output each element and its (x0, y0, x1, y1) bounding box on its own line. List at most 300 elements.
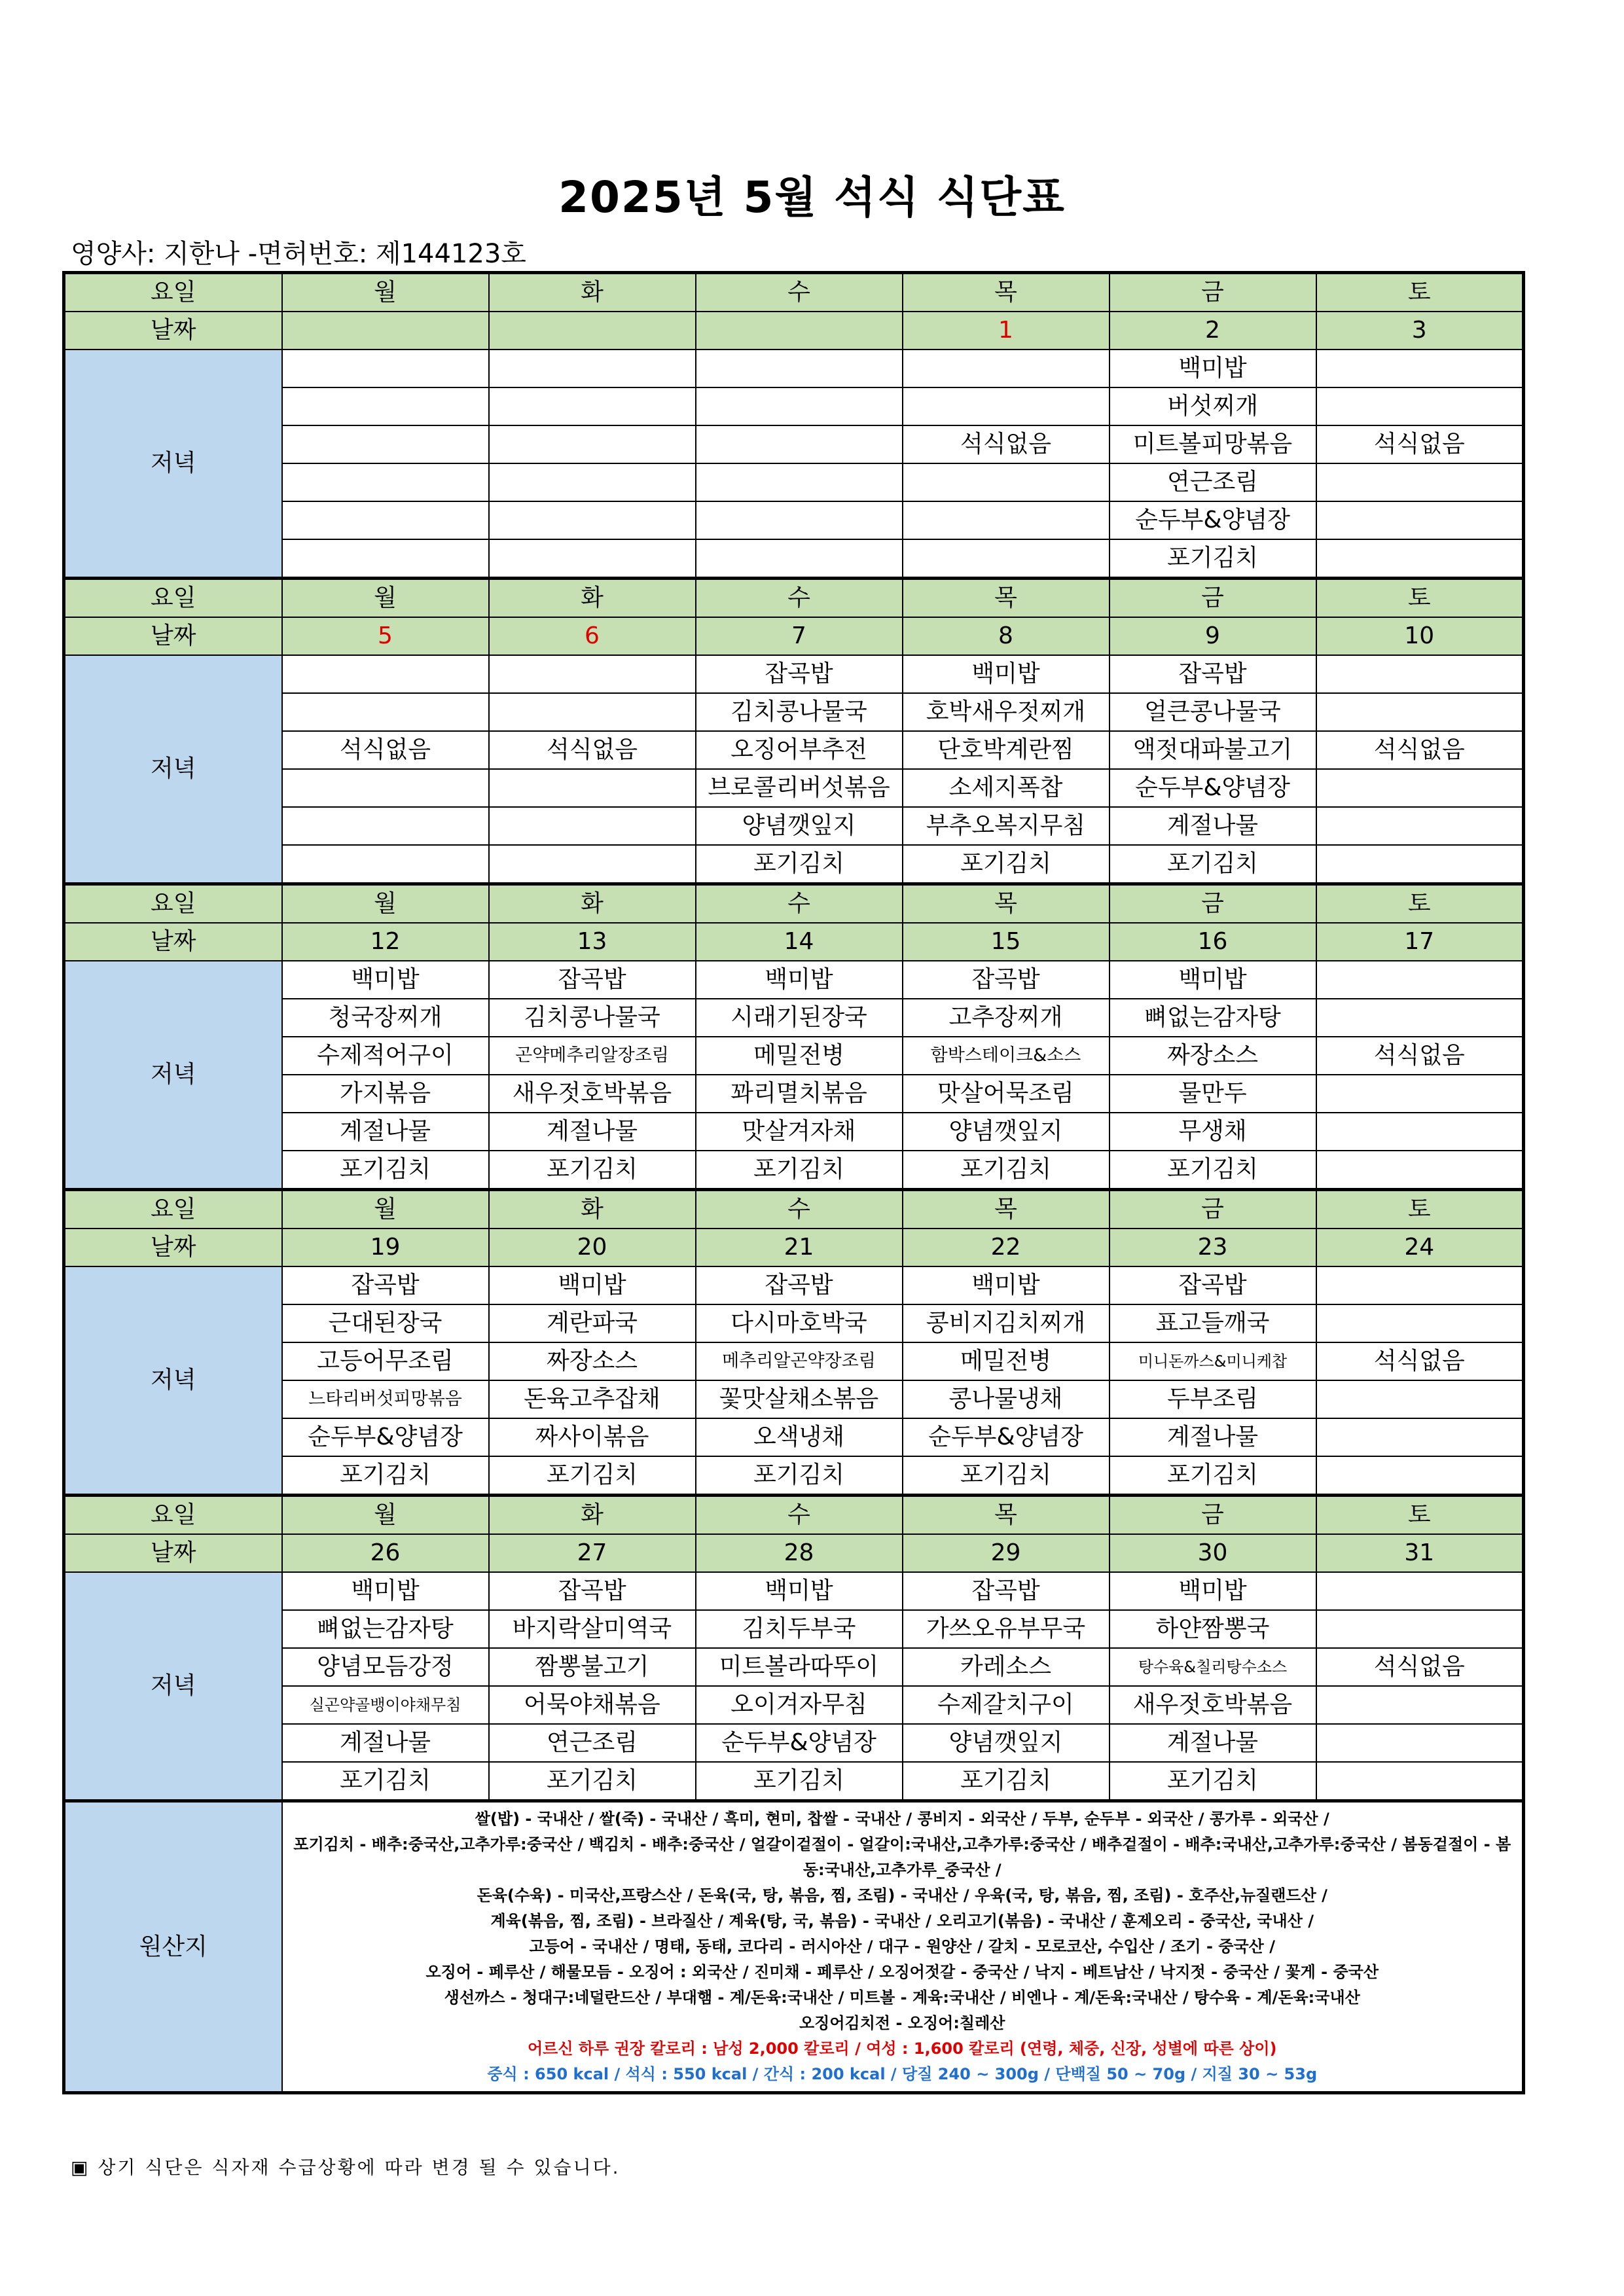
menu-item-cell: 김치두부국 (696, 1610, 903, 1648)
meal-row (64, 1418, 1524, 1456)
day-label: 요일 (64, 1496, 282, 1535)
day-label: 요일 (64, 273, 282, 312)
menu-item-cell (1316, 999, 1524, 1037)
menu-item-cell (1316, 1380, 1524, 1418)
date-cell: 20 (489, 1229, 696, 1266)
menu-item-cell (1316, 693, 1524, 731)
date-label: 날짜 (64, 1534, 282, 1572)
menu-item-cell: 잡곡밥 (696, 1266, 903, 1304)
menu-item-cell: 계절나물 (1110, 807, 1316, 845)
menu-item-cell: 석식없음 (282, 731, 489, 769)
weekday-header-row (64, 1190, 1524, 1229)
menu-item-cell (1316, 655, 1524, 693)
meal-row (64, 1304, 1524, 1342)
meal-row (64, 1380, 1524, 1418)
menu-item-cell: 다시마호박국 (696, 1304, 903, 1342)
meal-row (64, 463, 1524, 501)
meal-row (64, 1151, 1524, 1190)
menu-item-cell (1316, 1456, 1524, 1496)
menu-item-cell: 잡곡밥 (282, 1266, 489, 1304)
menu-item-cell: 수제적어구이 (282, 1037, 489, 1075)
menu-item-cell: 포기김치 (282, 1151, 489, 1190)
menu-item-cell (1316, 350, 1524, 387)
menu-item-cell: 곤약메추리알장조림 (489, 1037, 696, 1075)
menu-item-cell: 뼈없는감자탕 (282, 1610, 489, 1648)
weekday-header-row (64, 1496, 1524, 1535)
meal-row (64, 1342, 1524, 1380)
menu-item-cell (489, 501, 696, 539)
menu-item-cell: 카레소스 (903, 1648, 1110, 1686)
meal-row (64, 1075, 1524, 1113)
menu-item-cell: 탕수육&칠리탕수소스 (1110, 1648, 1316, 1686)
date-cell: 31 (1316, 1534, 1524, 1572)
menu-item-cell (1316, 1113, 1524, 1151)
weekday-cell: 화 (489, 273, 696, 312)
menu-item-cell: 메밀전병 (696, 1037, 903, 1075)
dinner-label: 저녁 (64, 350, 282, 579)
menu-item-cell: 포기김치 (903, 1762, 1110, 1801)
menu-item-cell: 근대된장국 (282, 1304, 489, 1342)
menu-item-cell: 맛살어묵조림 (903, 1075, 1110, 1113)
weekday-cell: 토 (1316, 1496, 1524, 1535)
menu-item-cell (903, 350, 1110, 387)
menu-item-cell: 단호박계란찜 (903, 731, 1110, 769)
menu-item-cell: 잡곡밥 (489, 961, 696, 999)
meal-row (64, 1686, 1524, 1724)
meal-row (64, 387, 1524, 425)
menu-item-cell (282, 539, 489, 579)
origin-line: 오징어 - 페루산 / 해물모듬 - 오징어 : 외국산 / 진미채 - 페루산 / 오징어젓갈 - 중국산 / 낙지 - 베트남산 / 낙지젓 - 중국산 / 꽃게 - 중국산 (425, 1963, 1379, 1981)
menu-item-cell: 새우젓호박볶음 (1110, 1686, 1316, 1724)
meal-row (64, 961, 1524, 999)
origin-label: 원산지 (64, 1801, 282, 2093)
weekday-header-row (64, 884, 1524, 924)
meal-row (64, 1762, 1524, 1801)
date-cell (696, 312, 903, 350)
meal-row (64, 501, 1524, 539)
menu-item-cell (1316, 1304, 1524, 1342)
weekday-cell: 금 (1110, 884, 1316, 924)
menu-item-cell: 양념깻잎지 (903, 1724, 1110, 1762)
date-cell: 12 (282, 923, 489, 961)
menu-item-cell: 포기김치 (489, 1762, 696, 1801)
menu-item-cell: 백미밥 (903, 1266, 1110, 1304)
menu-item-cell: 액젓대파불고기 (1110, 731, 1316, 769)
menu-item-cell (1316, 1151, 1524, 1190)
dinner-label: 저녁 (64, 961, 282, 1190)
weekday-cell: 월 (282, 884, 489, 924)
menu-item-cell (1316, 1724, 1524, 1762)
menu-item-cell: 가쓰오유부무국 (903, 1610, 1110, 1648)
date-row (64, 617, 1524, 655)
date-cell: 26 (282, 1534, 489, 1572)
weekday-cell: 토 (1316, 1190, 1524, 1229)
menu-item-cell (696, 463, 903, 501)
menu-item-cell (1316, 1266, 1524, 1304)
day-label: 요일 (64, 884, 282, 924)
menu-item-cell: 포기김치 (489, 1456, 696, 1496)
menu-item-cell: 포기김치 (903, 1456, 1110, 1496)
menu-item-cell: 콩비지김치찌개 (903, 1304, 1110, 1342)
weekday-cell: 화 (489, 884, 696, 924)
weekday-cell: 금 (1110, 1496, 1316, 1535)
date-cell: 9 (1110, 617, 1316, 655)
weekday-cell: 토 (1316, 579, 1524, 618)
menu-item-cell (489, 387, 696, 425)
menu-item-cell: 뼈없는감자탕 (1110, 999, 1316, 1037)
date-cell: 30 (1110, 1534, 1316, 1572)
menu-item-cell (696, 539, 903, 579)
menu-item-cell (489, 807, 696, 845)
menu-item-cell (489, 769, 696, 807)
menu-item-cell: 무생채 (1110, 1113, 1316, 1151)
menu-item-cell: 석식없음 (1316, 1037, 1524, 1075)
menu-item-cell: 소세지폭찹 (903, 769, 1110, 807)
menu-item-cell: 백미밥 (282, 1572, 489, 1610)
menu-item-cell (696, 387, 903, 425)
menu-item-cell: 포기김치 (696, 845, 903, 884)
menu-item-cell: 수제갈치구이 (903, 1686, 1110, 1724)
menu-item-cell (489, 463, 696, 501)
meal-row (64, 807, 1524, 845)
meal-row (64, 769, 1524, 807)
menu-item-cell: 짬뽕불고기 (489, 1648, 696, 1686)
menu-item-cell (1316, 769, 1524, 807)
meal-schedule-table (62, 271, 1525, 2094)
origin-info-cell (282, 1801, 1524, 2093)
date-cell (489, 312, 696, 350)
menu-item-cell: 시래기된장국 (696, 999, 903, 1037)
origin-line: 계육(볶음, 찜, 조림) - 브라질산 / 계육(탕, 국, 볶음) - 국내산 / 오리고기(볶음) - 국내산 / 훈제오리 - 중국산, 국내산 / (490, 1912, 1314, 1930)
menu-item-cell: 부추오복지무침 (903, 807, 1110, 845)
origin-line: 쌀(밥) - 국내산 / 쌀(죽) - 국내산 / 흑미, 현미, 찹쌀 - 국내산 / 콩비지 - 외국산 / 두부, 순두부 - 외국산 / 콩가루 - 외국산 / (475, 1810, 1329, 1828)
menu-item-cell (282, 769, 489, 807)
menu-item-cell (1316, 961, 1524, 999)
menu-item-cell: 석식없음 (489, 731, 696, 769)
menu-item-cell: 석식없음 (903, 425, 1110, 463)
date-cell: 27 (489, 1534, 696, 1572)
menu-item-cell: 짜장소스 (1110, 1037, 1316, 1075)
menu-item-cell: 콩나물냉채 (903, 1380, 1110, 1418)
menu-item-cell (282, 350, 489, 387)
date-cell: 21 (696, 1229, 903, 1266)
menu-item-cell: 포기김치 (696, 1762, 903, 1801)
menu-item-cell: 메추리알곤약장조림 (696, 1342, 903, 1380)
menu-item-cell: 호박새우젓찌개 (903, 693, 1110, 731)
date-cell: 13 (489, 923, 696, 961)
menu-item-cell: 석식없음 (1316, 1342, 1524, 1380)
menu-item-cell: 꽈리멸치볶음 (696, 1075, 903, 1113)
date-label: 날짜 (64, 312, 282, 350)
menu-item-cell (1316, 501, 1524, 539)
meal-row (64, 1724, 1524, 1762)
weekday-cell: 수 (696, 1190, 903, 1229)
meal-row (64, 845, 1524, 884)
meal-row (64, 731, 1524, 769)
origin-line: 포기김치 - 배추:중국산,고추가루:중국산 / 백김치 - 배추:중국산 / 얼갈이겉절이 - 얼갈이:국내산,고추가루:중국산 / 배추겉절이 - 배추:국내산,고추가루:중국산 / 봄동겉절이 - 봄동:국내산,고추가루_중국산 / (293, 1835, 1511, 1879)
weekday-cell: 월 (282, 273, 489, 312)
nutrition-note: 중식 : 650 kcal / 석식 : 550 kcal / 간식 : 200 kcal / 당질 240 ~ 300g / 단백질 50 ~ 70g / 지질 30 ~ 53g (487, 2065, 1318, 2083)
date-label: 날짜 (64, 923, 282, 961)
menu-item-cell: 양념모듬강정 (282, 1648, 489, 1686)
menu-item-cell: 포기김치 (696, 1151, 903, 1190)
weekday-cell: 목 (903, 884, 1110, 924)
weekday-cell: 화 (489, 579, 696, 618)
menu-item-cell: 계절나물 (282, 1113, 489, 1151)
weekday-cell: 목 (903, 1496, 1110, 1535)
date-cell: 28 (696, 1534, 903, 1572)
page-title: 2025년 5월 석식 식단표 (558, 172, 1066, 223)
menu-item-cell (282, 693, 489, 731)
menu-item-cell: 백미밥 (696, 961, 903, 999)
menu-item-cell: 잡곡밥 (489, 1572, 696, 1610)
weekday-cell: 목 (903, 1190, 1110, 1229)
meal-row (64, 1648, 1524, 1686)
dinner-label: 저녁 (64, 1266, 282, 1496)
menu-item-cell: 백미밥 (1110, 350, 1316, 387)
menu-item-cell (1316, 1762, 1524, 1801)
menu-item-cell (696, 501, 903, 539)
weekday-cell: 수 (696, 579, 903, 618)
menu-item-cell: 실곤약골뱅이야채무침 (282, 1686, 489, 1724)
weekday-cell: 목 (903, 273, 1110, 312)
meal-row (64, 425, 1524, 463)
origin-line: 생선까스 - 청대구:네덜란드산 / 부대햄 - 계/돈육:국내산 / 미트볼 - 계육:국내산 / 비엔나 - 계/돈육:국내산 / 탕수육 - 계/돈육:국내산 (444, 1988, 1360, 2007)
menu-item-cell: 계절나물 (1110, 1418, 1316, 1456)
weekday-cell: 수 (696, 1496, 903, 1535)
menu-item-cell: 백미밥 (282, 961, 489, 999)
menu-item-cell (903, 501, 1110, 539)
date-cell: 10 (1316, 617, 1524, 655)
meal-row (64, 999, 1524, 1037)
menu-item-cell: 석식없음 (1316, 1648, 1524, 1686)
menu-item-cell (489, 350, 696, 387)
weekday-cell: 월 (282, 579, 489, 618)
menu-item-cell: 돈육고추잡채 (489, 1380, 696, 1418)
meal-row (64, 350, 1524, 387)
menu-item-cell (696, 350, 903, 387)
menu-item-cell (282, 845, 489, 884)
menu-item-cell: 포기김치 (282, 1456, 489, 1496)
menu-item-cell: 고추장찌개 (903, 999, 1110, 1037)
menu-item-cell (1316, 845, 1524, 884)
menu-item-cell: 계절나물 (282, 1724, 489, 1762)
menu-item-cell: 순두부&양념장 (1110, 769, 1316, 807)
menu-item-cell: 양념깻잎지 (696, 807, 903, 845)
menu-item-cell: 메밀전병 (903, 1342, 1110, 1380)
date-label: 날짜 (64, 617, 282, 655)
menu-item-cell: 잡곡밥 (1110, 655, 1316, 693)
meal-row (64, 693, 1524, 731)
meal-row (64, 1610, 1524, 1648)
menu-item-cell (1316, 1418, 1524, 1456)
date-cell: 15 (903, 923, 1110, 961)
menu-item-cell: 꽃맛살채소볶음 (696, 1380, 903, 1418)
origin-line: 오징어김치전 - 오징어:칠레산 (799, 2014, 1005, 2032)
weekday-cell: 월 (282, 1190, 489, 1229)
menu-item-cell: 함박스테이크&소스 (903, 1037, 1110, 1075)
menu-item-cell (1316, 1572, 1524, 1610)
menu-item-cell: 느타리버섯피망볶음 (282, 1380, 489, 1418)
menu-item-cell (282, 807, 489, 845)
meal-row (64, 1113, 1524, 1151)
menu-item-cell: 양념깻잎지 (903, 1113, 1110, 1151)
date-cell: 5 (282, 617, 489, 655)
menu-item-cell: 포기김치 (903, 1151, 1110, 1190)
menu-item-cell: 미니돈까스&미니케찹 (1110, 1342, 1316, 1380)
date-cell: 2 (1110, 312, 1316, 350)
menu-item-cell (489, 425, 696, 463)
weekday-header-row (64, 579, 1524, 618)
menu-item-cell (489, 539, 696, 579)
menu-item-cell: 짜사이볶음 (489, 1418, 696, 1456)
menu-item-cell (1316, 463, 1524, 501)
menu-item-cell: 맛살겨자채 (696, 1113, 903, 1151)
date-cell: 8 (903, 617, 1110, 655)
menu-item-cell: 잡곡밥 (1110, 1266, 1316, 1304)
date-cell (282, 312, 489, 350)
weekday-cell: 화 (489, 1496, 696, 1535)
menu-item-cell (282, 425, 489, 463)
menu-item-cell: 오이겨자무침 (696, 1686, 903, 1724)
menu-item-cell: 포기김치 (1110, 539, 1316, 579)
menu-item-cell: 계란파국 (489, 1304, 696, 1342)
weekday-header-row (64, 273, 1524, 312)
menu-item-cell (1316, 1075, 1524, 1113)
date-cell: 24 (1316, 1229, 1524, 1266)
menu-item-cell: 백미밥 (489, 1266, 696, 1304)
date-row (64, 312, 1524, 350)
menu-item-cell (1316, 387, 1524, 425)
menu-item-cell: 브로콜리버섯볶음 (696, 769, 903, 807)
menu-item-cell: 석식없음 (1316, 731, 1524, 769)
menu-item-cell (489, 655, 696, 693)
weekday-cell: 금 (1110, 273, 1316, 312)
menu-item-cell: 미트볼라따뚜이 (696, 1648, 903, 1686)
weekday-cell: 토 (1316, 273, 1524, 312)
menu-item-cell: 백미밥 (696, 1572, 903, 1610)
menu-item-cell: 포기김치 (1110, 1151, 1316, 1190)
menu-item-cell: 순두부&양념장 (282, 1418, 489, 1456)
date-cell: 7 (696, 617, 903, 655)
menu-item-cell: 어묵야채볶음 (489, 1686, 696, 1724)
date-cell: 22 (903, 1229, 1110, 1266)
menu-item-cell (282, 387, 489, 425)
weekday-cell: 토 (1316, 884, 1524, 924)
menu-item-cell: 물만두 (1110, 1075, 1316, 1113)
menu-item-cell: 포기김치 (282, 1762, 489, 1801)
meal-row (64, 539, 1524, 579)
day-label: 요일 (64, 1190, 282, 1229)
menu-item-cell: 백미밥 (903, 655, 1110, 693)
menu-item-cell (282, 463, 489, 501)
weekday-cell: 금 (1110, 1190, 1316, 1229)
date-cell: 17 (1316, 923, 1524, 961)
menu-item-cell: 포기김치 (1110, 845, 1316, 884)
dietitian-info: 영양사: 지한나 -면허번호: 제144123호 (71, 239, 526, 269)
weekday-cell: 월 (282, 1496, 489, 1535)
menu-item-cell (903, 463, 1110, 501)
menu-item-cell: 연근조림 (489, 1724, 696, 1762)
calorie-note: 어르신 하루 권장 칼로리 : 남성 2,000 칼로리 / 여성 : 1,600 칼로리 (연령, 체중, 신장, 성별에 따른 상이) (527, 2039, 1277, 2058)
date-cell: 29 (903, 1534, 1110, 1572)
menu-item-cell: 버섯찌개 (1110, 387, 1316, 425)
menu-item-cell: 백미밥 (1110, 1572, 1316, 1610)
menu-item-cell: 새우젓호박볶음 (489, 1075, 696, 1113)
menu-item-cell: 하얀짬뽕국 (1110, 1610, 1316, 1648)
menu-item-cell: 표고들깨국 (1110, 1304, 1316, 1342)
date-row (64, 923, 1524, 961)
menu-item-cell (696, 425, 903, 463)
menu-item-cell: 백미밥 (1110, 961, 1316, 999)
menu-item-cell: 순두부&양념장 (903, 1418, 1110, 1456)
weekday-cell: 금 (1110, 579, 1316, 618)
meal-row (64, 1266, 1524, 1304)
menu-item-cell (282, 655, 489, 693)
date-cell: 1 (903, 312, 1110, 350)
menu-item-cell: 얼큰콩나물국 (1110, 693, 1316, 731)
menu-item-cell: 포기김치 (489, 1151, 696, 1190)
date-cell: 14 (696, 923, 903, 961)
date-label: 날짜 (64, 1229, 282, 1266)
date-cell: 19 (282, 1229, 489, 1266)
weekday-cell: 목 (903, 579, 1110, 618)
menu-item-cell: 계절나물 (1110, 1724, 1316, 1762)
menu-item-cell (282, 501, 489, 539)
menu-item-cell (1316, 1686, 1524, 1724)
meal-row (64, 1037, 1524, 1075)
menu-item-cell: 바지락살미역국 (489, 1610, 696, 1648)
menu-item-cell: 가지볶음 (282, 1075, 489, 1113)
menu-item-cell: 포기김치 (696, 1456, 903, 1496)
menu-item-cell: 미트볼피망볶음 (1110, 425, 1316, 463)
menu-item-cell: 김치콩나물국 (489, 999, 696, 1037)
menu-item-cell (489, 845, 696, 884)
menu-item-cell (1316, 539, 1524, 579)
menu-item-cell (1316, 807, 1524, 845)
date-row (64, 1534, 1524, 1572)
weekday-cell: 화 (489, 1190, 696, 1229)
menu-item-cell: 짜장소스 (489, 1342, 696, 1380)
date-cell: 23 (1110, 1229, 1316, 1266)
meal-row (64, 1456, 1524, 1496)
menu-item-cell: 고등어무조림 (282, 1342, 489, 1380)
origin-line: 고등어 - 국내산 / 명태, 동태, 코다리 - 러시아산 / 대구 - 원양산 / 갈치 - 모로코산, 수입산 / 조기 - 중국산 / (529, 1937, 1275, 1956)
origin-row (64, 1801, 1524, 2093)
menu-item-cell (1316, 1610, 1524, 1648)
menu-item-cell: 오징어부추전 (696, 731, 903, 769)
menu-item-cell: 포기김치 (1110, 1762, 1316, 1801)
menu-item-cell: 잡곡밥 (903, 961, 1110, 999)
date-row (64, 1229, 1524, 1266)
menu-item-cell: 김치콩나물국 (696, 693, 903, 731)
origin-line: 돈육(수육) - 미국산,프랑스산 / 돈육(국, 탕, 볶음, 찜, 조림) - 국내산 / 우육(국, 탕, 볶음, 찜, 조림) - 호주산,뉴질랜드산 / (477, 1886, 1327, 1905)
menu-item-cell: 포기김치 (1110, 1456, 1316, 1496)
menu-item-cell (489, 693, 696, 731)
meal-row (64, 655, 1524, 693)
date-cell: 3 (1316, 312, 1524, 350)
menu-item-cell: 포기김치 (903, 845, 1110, 884)
footnote: ▣ 상기 식단은 식자재 수급상황에 따라 변경 될 수 있습니다. (71, 2157, 621, 2178)
dinner-label: 저녁 (64, 655, 282, 884)
date-cell: 6 (489, 617, 696, 655)
menu-item-cell (903, 539, 1110, 579)
menu-item-cell: 연근조림 (1110, 463, 1316, 501)
menu-item-cell (903, 387, 1110, 425)
menu-item-cell: 계절나물 (489, 1113, 696, 1151)
menu-item-cell: 잡곡밥 (903, 1572, 1110, 1610)
menu-item-cell: 잡곡밥 (696, 655, 903, 693)
